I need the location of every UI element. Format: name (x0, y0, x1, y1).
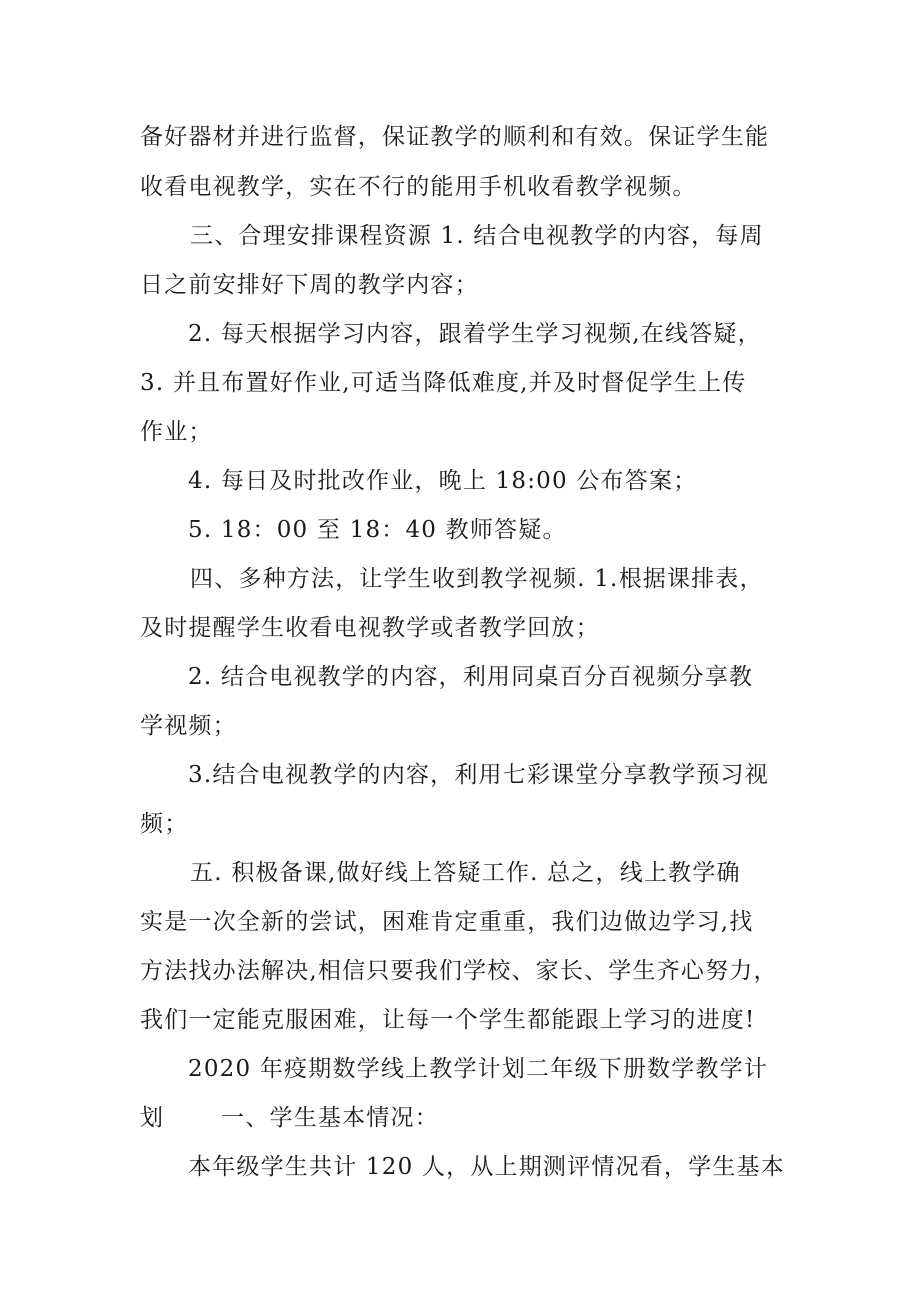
text-line: 方法找办法解决,相信只要我们学校、家长、学生齐心努力， (140, 958, 778, 984)
section-heading: 五. 积极备课,做好线上答疑工作. 总之，线上教学确 (190, 860, 741, 886)
text-line: 频； (140, 811, 189, 837)
list-item: 2. 每天根据学习内容，跟着学生学习视频,在线答疑， (188, 321, 762, 347)
section-heading: 四、多种方法，让学生收到教学视频. 1.根据课排表， (190, 566, 764, 592)
text-line: 备好器材并进行监督，保证教学的顺利和有效。保证学生能 (140, 124, 770, 150)
text-line: 作业； (140, 419, 213, 445)
document-title-line: 2020 年疫期数学线上教学计划二年级下册数学教学计 (188, 1056, 769, 1082)
text-line: 本年级学生共计 120 人，从上期测评情况看，学生基本 (188, 1154, 785, 1180)
text-line: 学视频； (140, 713, 237, 739)
text-line: 实是一次全新的尝试，困难肯定重重，我们边做边学习,找 (140, 909, 754, 935)
list-item: 2. 结合电视教学的内容，利用同桌百分百视频分享教 (188, 664, 754, 690)
text-line: 日之前安排好下周的教学内容； (140, 272, 479, 298)
section-heading: 三、合理安排课程资源 1. 结合电视教学的内容，每周 (190, 223, 764, 249)
list-item: 5. 18：00 至 18：40 教师答疑。 (188, 517, 567, 543)
text-line: 及时提醒学生收看电视教学或者教学回放； (140, 615, 600, 641)
list-item: 4. 每日及时批改作业，晚上 18:00 公布答案； (188, 468, 698, 494)
list-item: 3.结合电视教学的内容，利用七彩课堂分享教学预习视 (188, 762, 769, 788)
section-heading: 划 一、学生基本情况： (140, 1105, 439, 1131)
text-line: 收看电视教学，实在不行的能用手机收看教学视频。 (140, 174, 697, 200)
list-item: 3. 并且布置好作业,可适当降低难度,并及时督促学生上传 (140, 370, 747, 396)
text-line: 我们一定能克服困难，让每一个学生都能跟上学习的进度! (140, 1007, 756, 1033)
